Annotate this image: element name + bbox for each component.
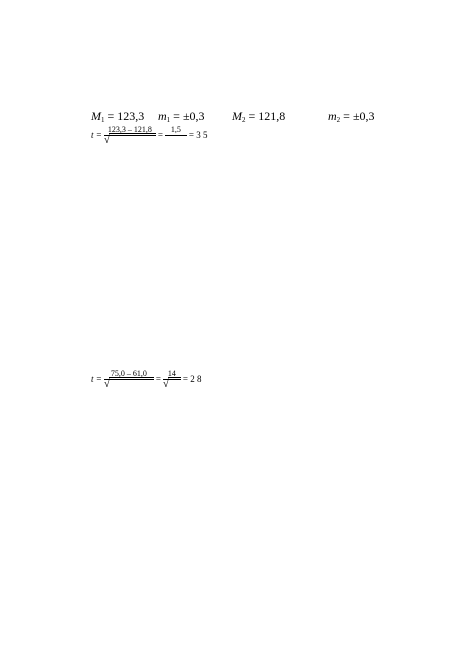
sqrt-bar <box>168 377 181 378</box>
M2-subscript: 2 <box>242 116 246 124</box>
M1-subscript: 1 <box>101 116 105 124</box>
M2-definition <box>232 110 285 122</box>
t-formula-1 <box>91 126 207 145</box>
t-variable: t = <box>91 374 102 384</box>
sqrt-icon: √ <box>103 378 110 390</box>
m2-value: = ±0,3 <box>343 109 375 123</box>
fraction-2 <box>165 126 187 145</box>
m2-definition <box>328 110 375 122</box>
fraction-1-denominator <box>104 136 156 145</box>
fraction-1-numerator: 123,3 – 121,8 <box>107 125 152 134</box>
fraction-1 <box>104 126 156 145</box>
fraction-4 <box>163 370 181 389</box>
M2-value: = 121,8 <box>248 109 286 123</box>
equals-sign: = <box>155 374 161 384</box>
m1-subscript: 1 <box>166 116 171 124</box>
fraction-3 <box>104 370 154 389</box>
equals-sign: = <box>157 130 163 140</box>
M1-symbol: M <box>91 109 101 123</box>
t-formula-2 <box>91 370 201 389</box>
fraction-4-denominator <box>163 380 181 389</box>
result-value: = 3 5 <box>188 130 208 140</box>
m2-subscript: 2 <box>336 116 341 124</box>
t-variable: t = <box>91 130 102 140</box>
sqrt-icon: √ <box>162 378 169 390</box>
fraction-3-numerator: 75,0 – 61,0 <box>110 369 147 378</box>
M1-definition <box>91 110 144 122</box>
sqrt-bar <box>109 377 154 378</box>
fraction-3-denominator <box>104 380 154 389</box>
m1-definition <box>158 110 205 122</box>
M1-value: = 123,3 <box>107 109 145 123</box>
M2-symbol: M <box>232 109 242 123</box>
m1-symbol: m <box>158 109 167 123</box>
m2-symbol: m <box>328 109 337 123</box>
result-value: = 2 8 <box>182 374 202 384</box>
sqrt-icon: √ <box>103 134 110 146</box>
fraction-4-numerator: 14 <box>167 369 176 378</box>
m1-value: = ±0,3 <box>173 109 205 123</box>
sqrt-bar <box>109 133 156 134</box>
fraction-2-numerator: 1,5 <box>170 125 181 134</box>
fraction-2-denominator <box>165 136 187 145</box>
